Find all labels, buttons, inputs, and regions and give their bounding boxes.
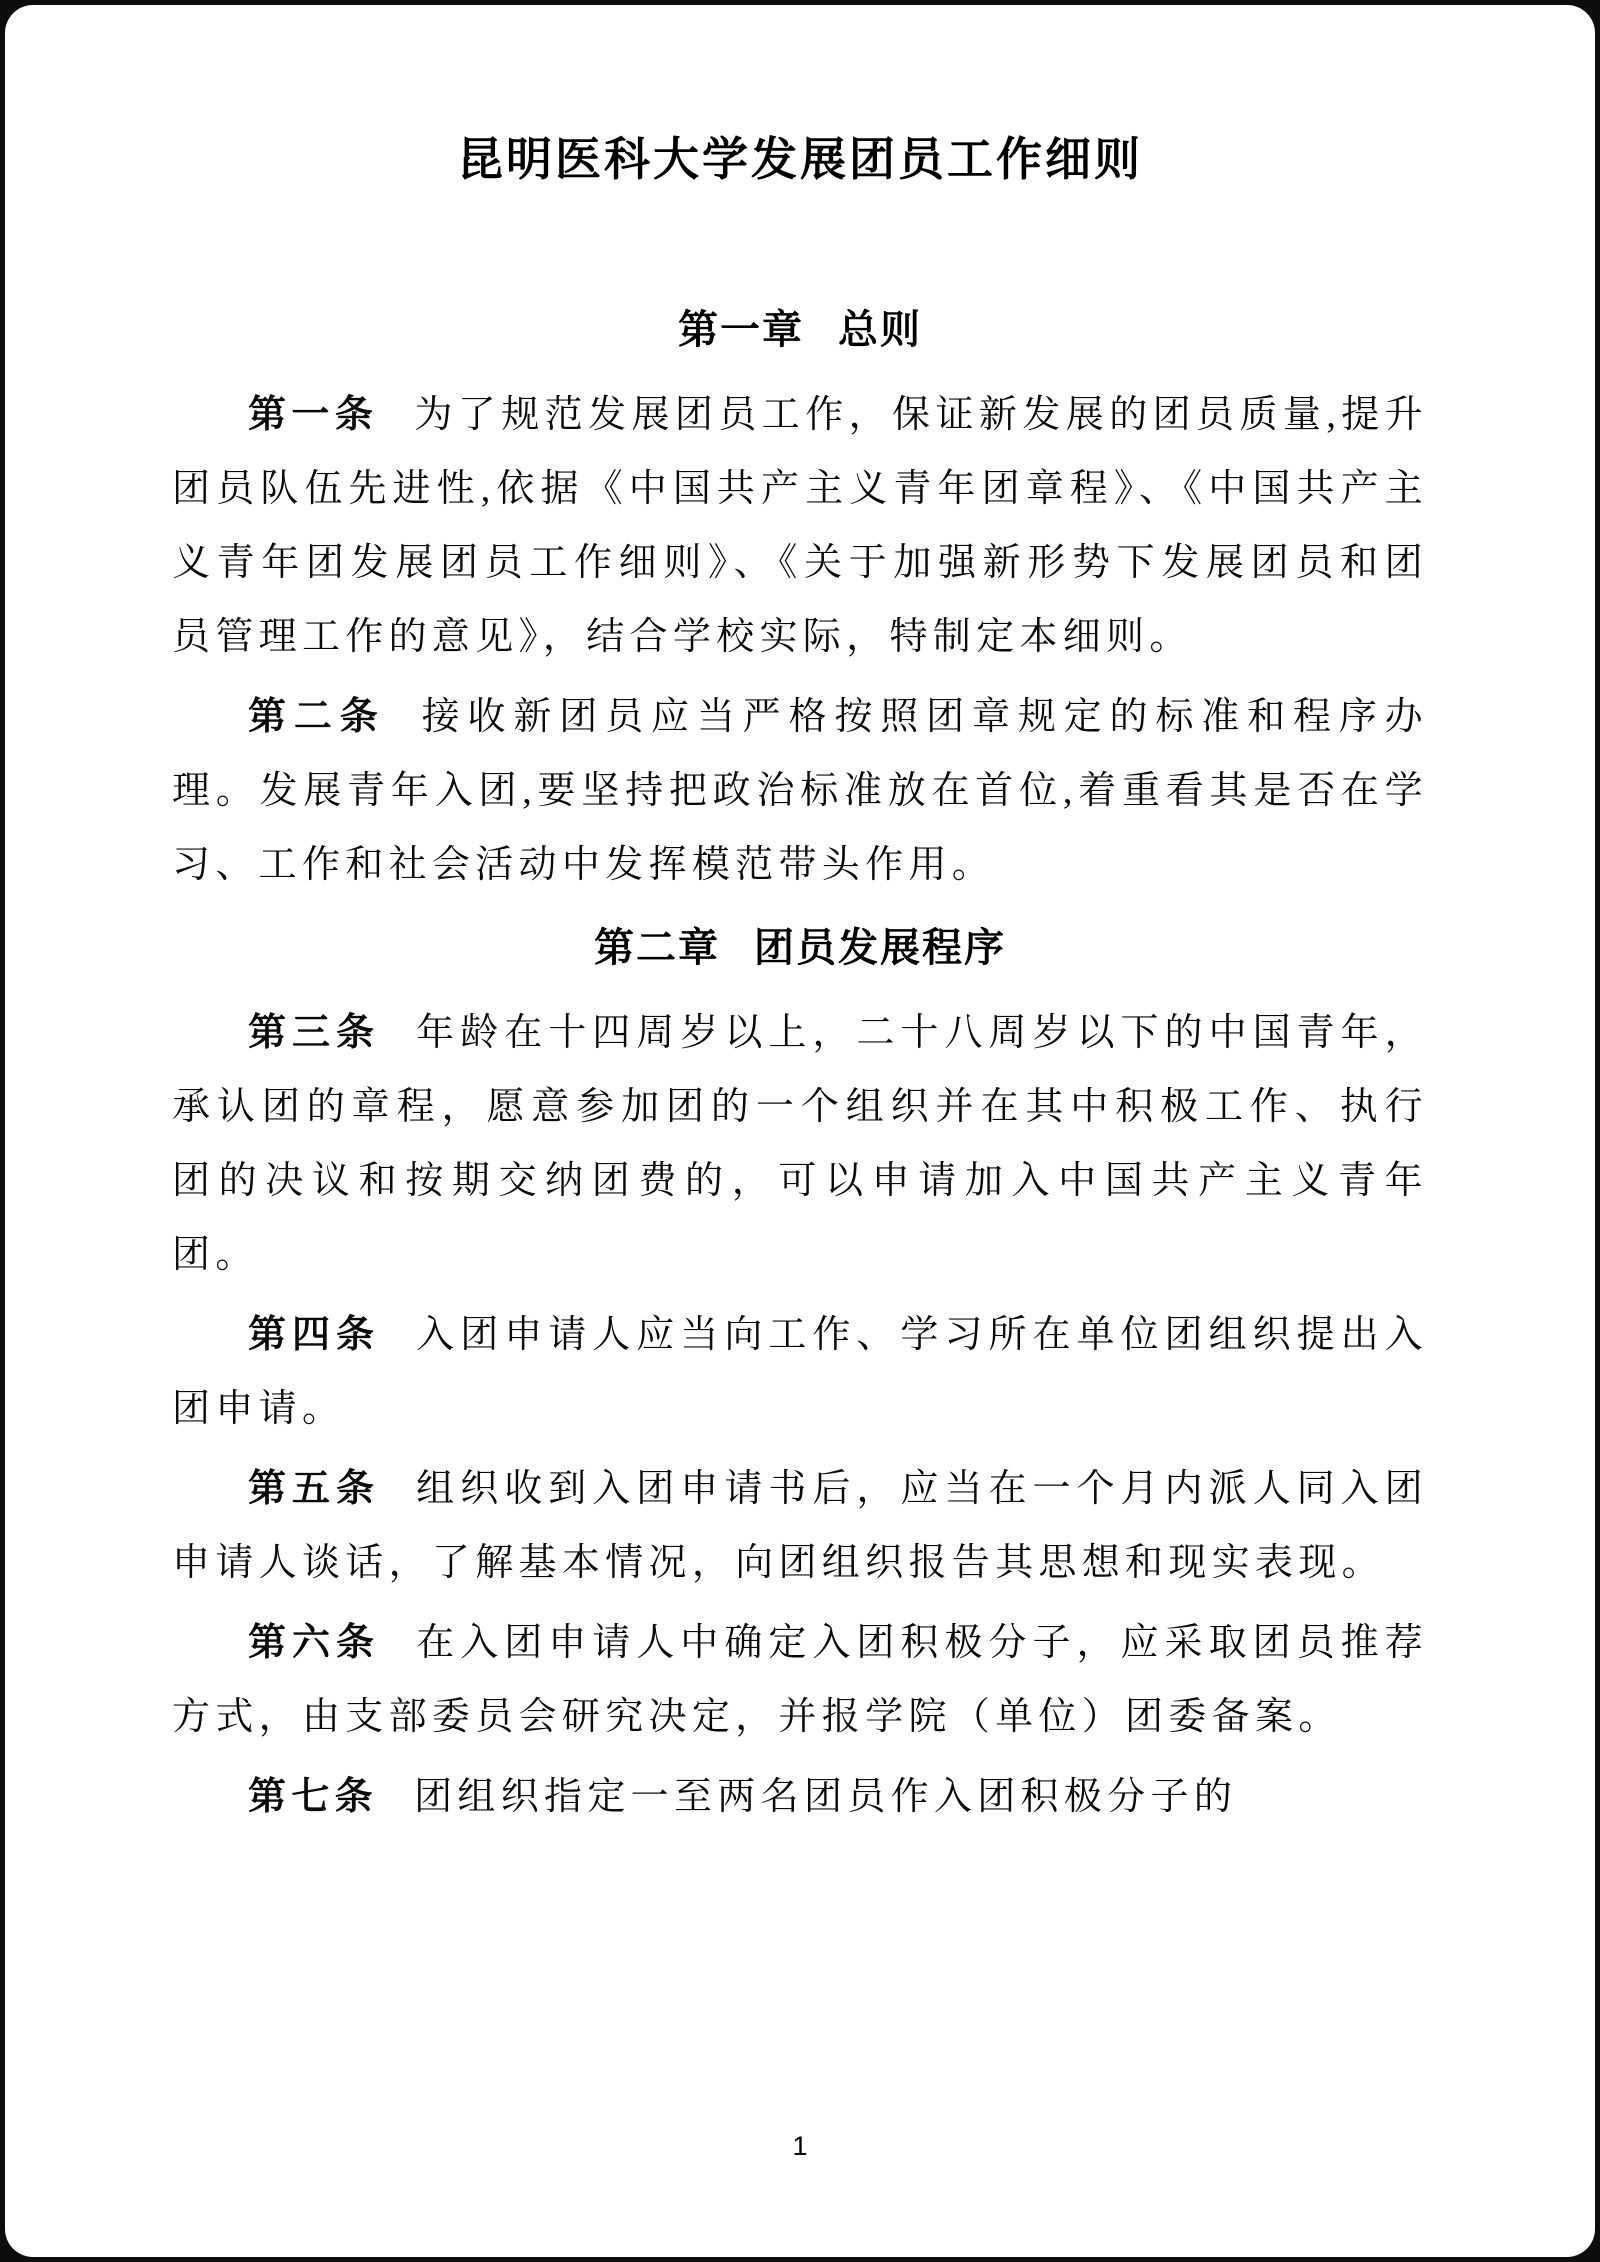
article-4-text: 入团申请人应当向工作、学习所在单位团组织提出入团申请。 — [172, 1314, 1428, 1430]
chapter-1-heading — [172, 309, 1428, 351]
article-6-text: 在入团申请人中确定入团积极分子，应采取团员推荐方式，由支部委员会研究决定，并报学院（单位）团委备案。 — [172, 1622, 1428, 1738]
article-1-label: 第一条 — [248, 394, 379, 436]
article-3-label: 第三条 — [248, 1012, 381, 1054]
page-number: 1 — [792, 2131, 808, 2161]
article-6-label: 第六条 — [248, 1622, 381, 1664]
article-2-text: 接收新团员应当严格按照团章规定的标准和程序办理。发展青年入团,要坚持把政治标准放在首位,着重看其是否在学习、工作和社会活动中发挥模范带头作用。 — [172, 696, 1428, 886]
article-7 — [172, 1760, 1428, 1834]
article-6 — [172, 1606, 1428, 1754]
chapter-1-title: 总则 — [838, 308, 922, 352]
article-5-text: 组织收到入团申请书后，应当在一个月内派人同入团申请人谈话，了解基本情况，向团组织报告其思想和现实表现。 — [172, 1468, 1428, 1584]
document-title: 昆明医科大学发展团员工作细则 — [457, 134, 1143, 185]
chapter-1-number: 第一章 — [678, 308, 804, 352]
chapter-2-number: 第二章 — [594, 926, 720, 970]
article-3 — [172, 996, 1428, 1292]
article-3-text: 年龄在十四周岁以上，二十八周岁以下的中国青年，承认团的章程，愿意参加团的一个组织并在其中积极工作、执行团的决议和按期交纳团费的，可以申请加入中国共产主义青年团。 — [172, 1012, 1428, 1276]
article-4-label: 第四条 — [248, 1314, 381, 1356]
article-7-label: 第七条 — [248, 1776, 378, 1818]
article-7-text: 团组织指定一至两名团员作入团积极分子的 — [414, 1776, 1238, 1818]
article-2-label: 第二条 — [248, 696, 386, 738]
article-2 — [172, 680, 1428, 902]
article-4 — [172, 1298, 1428, 1446]
chapter-2-heading — [172, 927, 1428, 969]
article-1 — [172, 378, 1428, 674]
article-5 — [172, 1452, 1428, 1600]
article-1-text: 为了规范发展团员工作，保证新发展的团员质量,提升团员队伍先进性,依据《中国共产主义青年团章程》、《中国共产主义青年团发展团员工作细则》、《关于加强新形势下发展团员和团员管理工作的意见》，结合学校实际，特制定本细则。 — [172, 394, 1428, 658]
document-page — [5, 5, 1595, 2257]
chapter-2-title: 团员发展程序 — [754, 926, 1006, 970]
article-5-label: 第五条 — [248, 1468, 381, 1510]
